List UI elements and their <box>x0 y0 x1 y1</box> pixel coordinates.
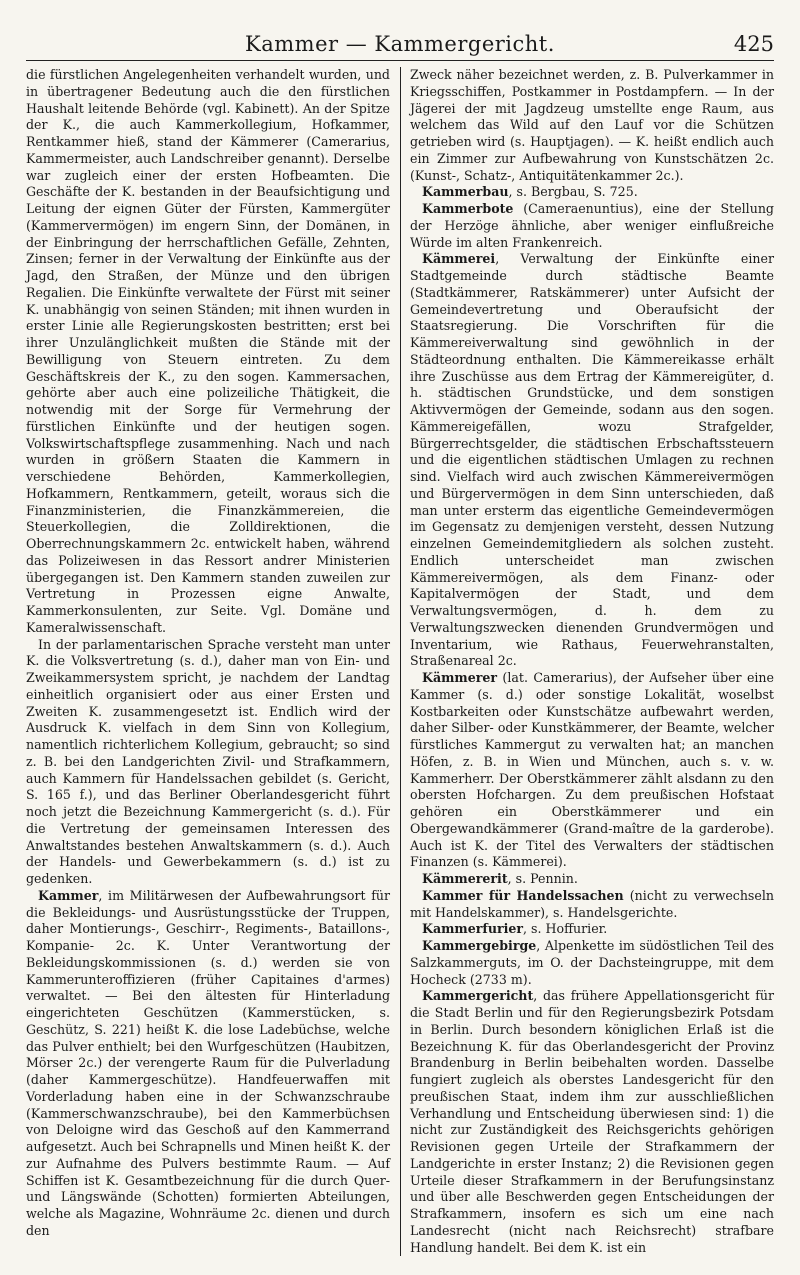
entry-headword: Kammer für Handelssachen <box>422 887 624 903</box>
entry-kammerbote: Kammerbote (Cameraenuntius), eine der Stellung der Herzöge ähnliche, aber weniger einflußreiche Würde im alten Frankenreich. <box>410 201 774 250</box>
entry-kaemmererit: Kämmererit, s. Pennin. <box>422 871 578 886</box>
entry-kammergebirge: Kammergebirge, Alpenkette im südöstlichen Teil des Salzkammerguts, im O. der Dachsteingruppe, mit dem Hocheck (2733 m). <box>410 938 774 987</box>
column-divider <box>400 67 401 1256</box>
page-number: 425 <box>733 32 774 56</box>
entry-kaemmerer: Kämmerer (lat. Camerarius), der Aufseher über eine Kammer (s. d.) oder sonstige Lokalität, woselbst Kostbarkeiten oder Kunstschätze aufbewahrt werden, daher Silber- oder Kunstkämmerer, der Beamte, welcher fürstliches Kammergut zu verwalten hat; an manchen Höfen, z. B. in Wien und München, auch s. v. w. Kammerherr. Der Oberstkämmerer zählt alsdann zu den obersten Hofchargen. Zu dem preußischen Hofstaat gehören ein Oberstkämmerer und ein Obergewandkämmerer (Grand-maître de la garderobe). Auch ist K. der Titel des Verwalters der städtischen Finanzen (s. Kämmerei). <box>410 670 774 870</box>
paragraph-kammer-parliament: In der parlamentarischen Sprache versteht man unter K. die Volksvertretung (s. d.), daher man von Ein- und Zweikammersystem spricht, je nachdem der Landtag einheitlich organisiert oder aus einer Ersten und Zweiten K. zusammengesetzt ist. Endlich wird der Ausdruck K. vielfach in dem Sinn von Kollegium, namentlich richterlichem Kollegium, gebraucht; so sind z. B. bei den Landgerichten Zivil- und Strafkammern, auch Kammern für Handelssachen gebildet (s. Gericht, S. 165 f.), und das Berliner Oberlandesgericht führt noch jetzt die Bezeichnung Kammergericht (s. d.). Für die Vertretung der gemeinsamen Interessen des Anwaltstandes bestehen Anwaltskammern (s. d.). Auch der Handels- und Gewerbekammern (s. d.) ist zu gedenken. <box>26 636 390 886</box>
two-column-body <box>26 67 774 1256</box>
entry-kammer-military: Kammer, im Militärwesen der Aufbewahrungsort für die Bekleidungs- und Ausrüstungsstücke der Truppen, daher Montierungs-, Geschirr-, Regiments-, Bataillons-, Kompanie- 2c. K. Unter Verantwortung der Bekleidungskommissionen (s. d.) werden sie von Kammerunteroffizieren (früher Capitaines d'armes) verwaltet. — Bei den ältesten für Hinterladung eingerichteten Geschützen (Kammerstücken, s. Geschütz, S. 221) heißt K. die lose Ladebüchse, welche das Pulver enthielt; bei den Wurfgeschützen (Haubitzen, Mörser 2c.) der verengerte Raum für die Pulverladung (daher Kammergeschütze). Handfeuerwaffen mit Vorderladung haben eine in der Schwanzschraube (Kammerschwanzschraube), bei den Kammerbüchsen von Deloigne wird das Geschoß auf den Kammerrand aufgesetzt. Auch bei Schrapnells und Minen heißt K. der zur Aufnahme des Pulvers bestimmte Raum. — Auf Schiffen ist K. Gesamtbezeichnung für die durch Quer- und Längswände (Schotten) formierten Abteilungen, welche als Magazine, Wohnräume 2c. dienen und durch den <box>26 887 390 1238</box>
entry-kammer-fuer-handelssachen: Kammer für Handelssachen (nicht zu verwechseln mit Handelskammer), s. Handelsgerichte. <box>410 887 774 920</box>
entry-headword: Kammerbote <box>422 201 514 216</box>
paragraph-kammer-continued: Zweck näher bezeichnet werden, z. B. Pulverkammer in Kriegsschiffen, Postkammer in Postdampfern. — In der Jägerei der mit Jagdzeug umstellte enge Raum, aus welchem das Wild auf den Lauf vor die Schützen getrieben wird (s. Hauptjagen). — K. heißt endlich auch ein Zimmer zur Aufbewahrung von Kunstschätzen 2c. (Kunst-, Schatz-, Antiquitätenkammer 2c.). <box>410 67 774 183</box>
entry-kammergericht: Kammergericht, das frühere Appellationsgericht für die Stadt Berlin und für den Regierungsbezirk Potsdam in Berlin. Durch besondern königlichen Erlaß ist die Bezeichnung K. für das Oberlandesgericht der Provinz Brandenburg in Berlin beibehalten worden. Dasselbe fungiert zugleich als oberstes Landesgericht für den preußischen Staat, indem ihm zur ausschließlichen Verhandlung und Entscheidung überwiesen sind: 1) die nicht zur Zuständigkeit des Reichsgerichts gehörigen Revisionen gegen Urteile der Strafkammern der Landgerichte in erster Instanz; 2) die Revisionen gegen Urteile dieser Strafkammern in der Berufungsinstanz und über alle Beschwerden gegen Entscheidungen der Strafkammern, insofern es sich um eine nach Landesrecht (nicht nach Reichsrecht) strafbare Handlung handelt. Bei dem K. ist ein <box>410 988 774 1255</box>
entry-kaemmerei: Kämmerei, Verwaltung der Einkünfte einer Stadtgemeinde durch städtische Beamte (Stadtkämmerer, Ratskämmerer) unter Aufsicht der Gemeindevertretung und Oberaufsicht der Staatsregierung. Die Vorschriften für die Kämmereiverwaltung sind gewöhnlich in der Städteordnung enthalten. Die Kämmereikasse erhält ihre Zuschüsse aus dem Ertrag der Kämmereigüter, d. h. städtischen Grundstücke, und dem sonstigen Aktivvermögen der Gemeinde, sodann aus den sogen. Kämmereigefällen, wozu Strafgelder, Bürgerrechtsgelder, die städtischen Erbschaftssteuern und die eigentlichen städtischen Umlagen zu rechnen sind. Vielfach wird auch zwischen Kämmereivermögen und Bürgervermögen in dem Sinn unterschieden, daß man unter ersterm das eigentliche Gemeindevermögen im Gegensatz zu demjenigen versteht, dessen Nutzung einzelnen Gemeindemitgliedern als solchen zusteht. Endlich unterscheidet man zwischen Kämmereivermögen, als dem Finanz- oder Kapitalvermögen der Stadt, und dem Verwaltungsvermögen, d. h. dem zu Verwaltungszwecken dienenden Grundvermögen und Inventarium, wie Rathaus, Feuerwehranstalten, Straßenareal 2c. <box>410 251 774 669</box>
paragraph-kammer-history: die fürstlichen Angelegenheiten verhandelt wurden, und in übertragener Bedeutung auch die den fürstlichen Haushalt leitende Behörde (vgl. Kabinett). An der Spitze der K., die auch Kammerkollegium, Hofkammer, Rentkammer hieß, stand der Kämmerer (Camerarius, Kammermeister, auch Landschreiber genannt). Derselbe war zugleich einer der ersten Hofbeamten. Die Geschäfte der K. bestanden in der Beaufsichtigung und Leitung der eignen Güter der Fürsten, Kammergüter (Kammervermögen) im engern Sinn, der Domänen, in der Einbringung der herrschaftlichen Gefälle, Zehnten, Zinsen; ferner in der Verwaltung der Einkünfte aus der Jagd, den Straßen, der Münze und den übrigen Regalien. Die Einkünfte verwaltete der Fürst mit seiner K. unabhängig von seinen Ständen; mit ihnen wurden in erster Linie alle Regierungskosten bestritten; erst bei ihrer Unzulänglichkeit mußten die Stände mit der Bewilligung von Steuern eintreten. Zu dem Geschäftskreis der K., zu den sogen. Kammersachen, gehörte aber auch eine polizeiliche Thätigkeit, die notwendig mit der Sorge für Vermehrung der fürstlichen Einkünfte und der heutigen sogen. Volkswirtschaftspflege zusammenhing. Nach und nach wurden in größern Staaten die Kammern in verschiedene Behörden, Kammerkollegien, Hofkammern, Rentkammern, geteilt, woraus sich die Finanzministerien, die Finanzkämmereien, die Steuerkollegien, die Zolldirektionen, die Oberrechnungskammern 2c. entwickelt haben, während das Polizeiwesen in das Ressort andrer Ministerien übergegangen ist. Den Kammern standen zuweilen zur Vertretung in Prozessen eigne Anwalte, Kammerkonsulenten, zur Seite. Vgl. Domäne und Kameralwissenschaft. <box>26 67 390 635</box>
page-header <box>26 30 774 61</box>
entry-headword: Kammergericht <box>422 988 534 1004</box>
entry-kammerfurier: Kammerfurier, s. Hoffurier. <box>422 921 608 937</box>
entry-headword: Kämmerer <box>422 670 498 685</box>
entry-headword: Kammerfurier <box>422 921 524 937</box>
entry-headword: Kammer <box>38 887 99 903</box>
left-column <box>26 67 390 1256</box>
entry-kammerbau: Kammerbau, s. Bergbau, S. 725. <box>422 184 638 200</box>
entry-headword: Kammerbau <box>422 184 509 200</box>
entry-headword: Kammergebirge <box>422 938 537 953</box>
entry-headword: Kämmerei <box>422 251 496 267</box>
right-column <box>410 67 774 1256</box>
running-title: Kammer — Kammergericht. <box>245 32 555 56</box>
entry-headword: Kämmererit <box>422 871 508 886</box>
